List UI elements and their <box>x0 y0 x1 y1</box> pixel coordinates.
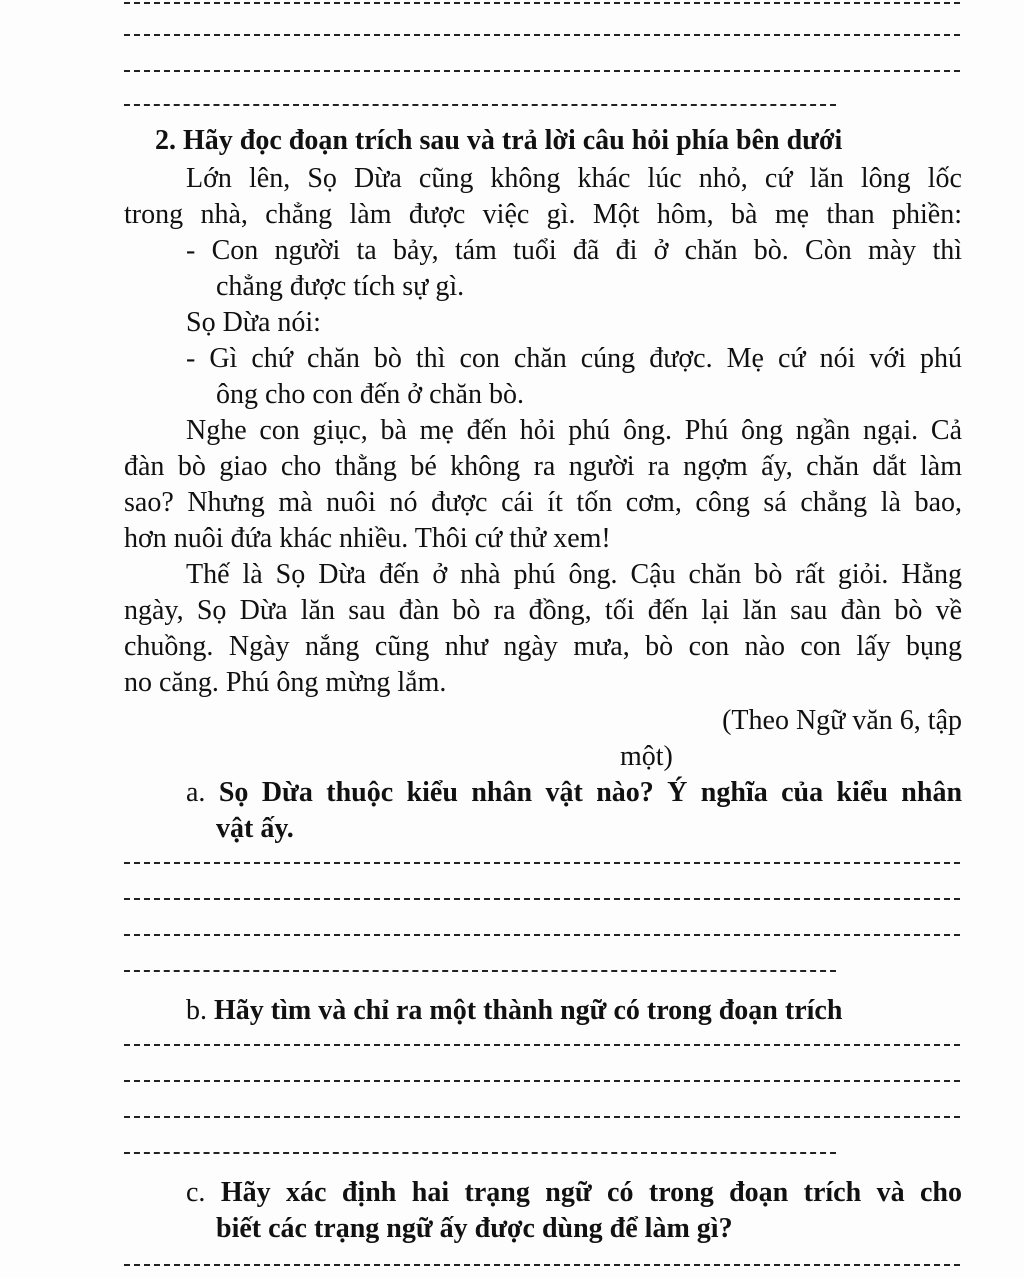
question-b <box>186 994 842 1028</box>
source-citation-cont: một) <box>620 741 673 772</box>
passage-line: hơn nuôi đứa khác nhiều. Thôi cứ thử xem! <box>124 523 611 554</box>
question-b-text: Hãy tìm và chỉ ra một thành ngữ có trong đoạn trích <box>214 995 843 1026</box>
question-a <box>186 776 962 810</box>
question-2-heading <box>155 124 842 158</box>
passage-line: no căng. Phú ông mừng lắm. <box>124 667 447 698</box>
passage-line: sao? Nhưng mà nuôi nó được cái ít tốn cơm, công sá chẳng là bao, <box>124 487 962 518</box>
answer-line <box>124 1264 960 1266</box>
passage-line: chuồng. Ngày nắng cũng như ngày mưa, bò con nào con lấy bụng <box>124 631 962 662</box>
question-c <box>186 1176 962 1210</box>
passage-line: Thế là Sọ Dừa đến ở nhà phú ông. Cậu chăn bò rất giỏi. Hằng <box>186 559 962 590</box>
answer-line <box>124 862 960 864</box>
question-a-text-cont: vật ấy. <box>216 813 294 844</box>
question-a-label: a. <box>186 777 206 808</box>
passage-line: ông cho con đến ở chăn bò. <box>216 379 524 410</box>
answer-line <box>124 1152 836 1154</box>
passage-line: - Gì chứ chăn bò thì con chăn cúng được. Mẹ cứ nói với phú <box>186 343 962 374</box>
passage-line: đàn bò giao cho thằng bé không ra người ra ngợm ấy, chăn dắt làm <box>124 451 962 482</box>
answer-line <box>124 104 836 106</box>
answer-line <box>124 898 960 900</box>
answer-line <box>124 970 836 972</box>
passage-line: - Con người ta bảy, tám tuổi đã đi ở chăn bò. Còn mày thì <box>186 235 962 266</box>
question-c-label: c. <box>186 1177 206 1208</box>
passage-line: chẳng được tích sự gì. <box>216 271 465 302</box>
answer-line <box>124 1116 960 1118</box>
answer-line <box>124 70 960 72</box>
passage-line: Lớn lên, Sọ Dừa cũng không khác lúc nhỏ, cứ lăn lông lốc <box>186 163 962 194</box>
question-number: 2. <box>155 125 176 156</box>
passage-line: trong nhà, chẳng làm được việc gì. Một hôm, bà mẹ than phiền: <box>124 199 962 230</box>
answer-line <box>124 34 960 36</box>
question-c-text-cont: biết các trạng ngữ ấy được dùng để làm gì? <box>216 1213 733 1244</box>
answer-line <box>124 1044 960 1046</box>
passage-line: Nghe con giục, bà mẹ đến hỏi phú ông. Phú ông ngần ngại. Cả <box>186 415 962 446</box>
answer-line <box>124 1080 960 1082</box>
question-b-label: b. <box>186 995 207 1026</box>
source-citation: (Theo Ngữ văn 6, tập <box>722 705 962 736</box>
answer-line <box>124 2 960 4</box>
question-prompt: Hãy đọc đoạn trích sau và trả lời câu hỏi phía bên dưới <box>183 125 843 156</box>
passage-line: ngày, Sọ Dừa lăn sau đàn bò ra đồng, tối đến lại lăn sau đàn bò về <box>124 595 962 626</box>
question-a-text: Sọ Dừa thuộc kiểu nhân vật nào? Ý nghĩa của kiểu nhân <box>218 777 963 808</box>
answer-line <box>124 934 960 936</box>
passage-line: Sọ Dừa nói: <box>186 307 321 338</box>
question-c-text: Hãy xác định hai trạng ngữ có trong đoạn trích và cho <box>220 1177 962 1208</box>
